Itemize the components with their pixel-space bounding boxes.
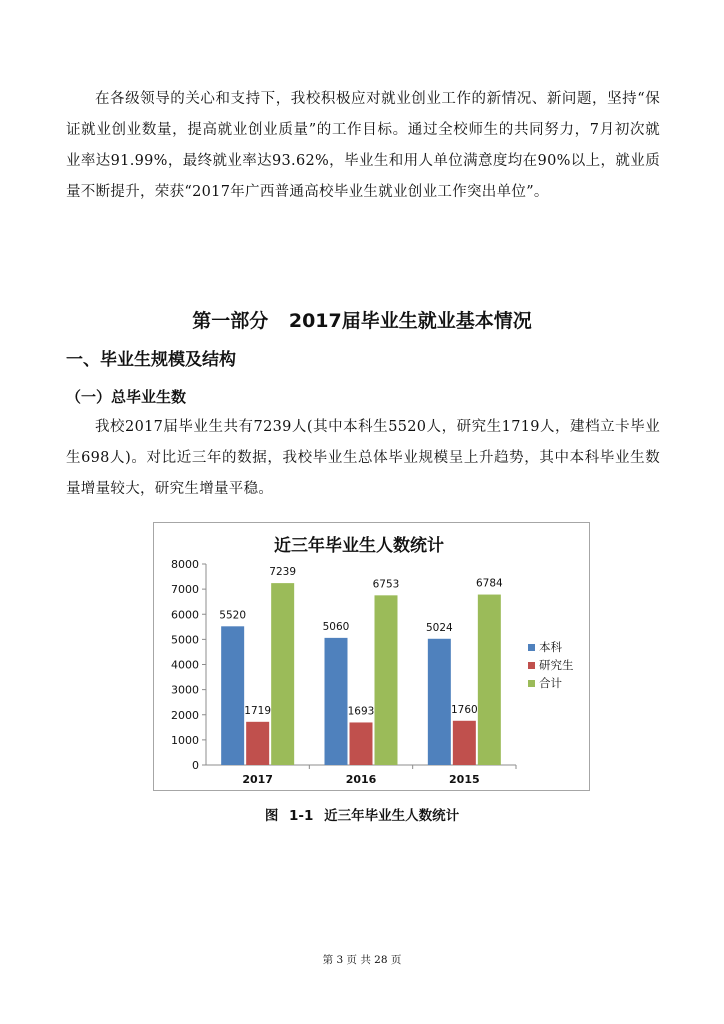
data-label: 5060 <box>322 620 350 633</box>
bar-chart <box>153 522 590 791</box>
intro-paragraph: 在各级领导的关心和支持下，我校积极应对就业创业工作的新情况、新问题，坚持“保证就业创业数量，提高就业创业质量”的工作目标。通过全校师生的共同努力，7月初次就业率达91.99%，最终就业率达93.62%，毕业生和用人单位满意度均在90%以上，就业质量不断提升，荣获“2017年广西普通高校毕业生就业创业工作突出单位”。 <box>66 91 660 200</box>
data-label: 1719 <box>244 704 272 717</box>
legend-label: 研究生 <box>539 658 574 672</box>
y-tick-label: 3000 <box>171 683 199 697</box>
y-tick-label: 6000 <box>171 608 199 622</box>
chart-title: 近三年毕业生人数统计 <box>274 536 444 556</box>
data-label: 5024 <box>425 621 453 634</box>
subsection-heading: （一）总毕业生数 <box>66 388 187 406</box>
data-label: 5520 <box>219 609 247 622</box>
y-tick-label: 5000 <box>171 633 199 647</box>
bar-本科 <box>221 626 244 765</box>
data-label: 6753 <box>372 578 400 591</box>
y-tick-label: 0 <box>192 759 199 772</box>
legend-swatch <box>528 662 535 669</box>
figure-caption: 图 1-1 近三年毕业生人数统计 <box>264 808 460 824</box>
body-paragraph: 我校2017届毕业生共有7239人(其中本科生5520人，研究生1719人，建档立卡毕业生698人)。对比近三年的数据，我校毕业生总体毕业规模呈上升趋势，其中本科毕业生数量增量较大，研究生增量平稳。 <box>66 419 660 497</box>
bar-合计 <box>478 595 501 765</box>
legend-label: 合计 <box>539 676 562 690</box>
legend-swatch <box>528 644 535 651</box>
bar-研究生 <box>246 722 269 765</box>
y-tick-label: 7000 <box>171 583 199 597</box>
data-label: 1693 <box>347 705 375 718</box>
bar-合计 <box>271 583 294 765</box>
data-label: 6784 <box>475 577 503 590</box>
y-tick-label: 1000 <box>171 733 199 747</box>
section-heading: 一、毕业生规模及结构 <box>66 350 236 370</box>
y-tick-label: 4000 <box>171 658 199 672</box>
bar-合计 <box>375 595 398 765</box>
x-tick-label: 2017 <box>242 773 273 786</box>
page-footer: 第 3 页 共 28 页 <box>322 954 402 966</box>
bar-研究生 <box>453 721 476 765</box>
legend-swatch <box>528 680 535 687</box>
part-title: 第一部分 2017届毕业生就业基本情况 <box>192 310 532 332</box>
bar-本科 <box>428 639 451 765</box>
y-tick-label: 2000 <box>171 708 199 722</box>
x-tick-label: 2015 <box>449 773 480 786</box>
legend-label: 本科 <box>539 640 562 654</box>
data-label: 1760 <box>450 703 478 716</box>
bar-研究生 <box>350 722 373 765</box>
y-tick-label: 8000 <box>171 558 199 571</box>
chart-svg <box>154 523 589 790</box>
bar-本科 <box>325 638 348 765</box>
x-tick-label: 2016 <box>345 773 377 786</box>
data-label: 7239 <box>269 566 297 579</box>
